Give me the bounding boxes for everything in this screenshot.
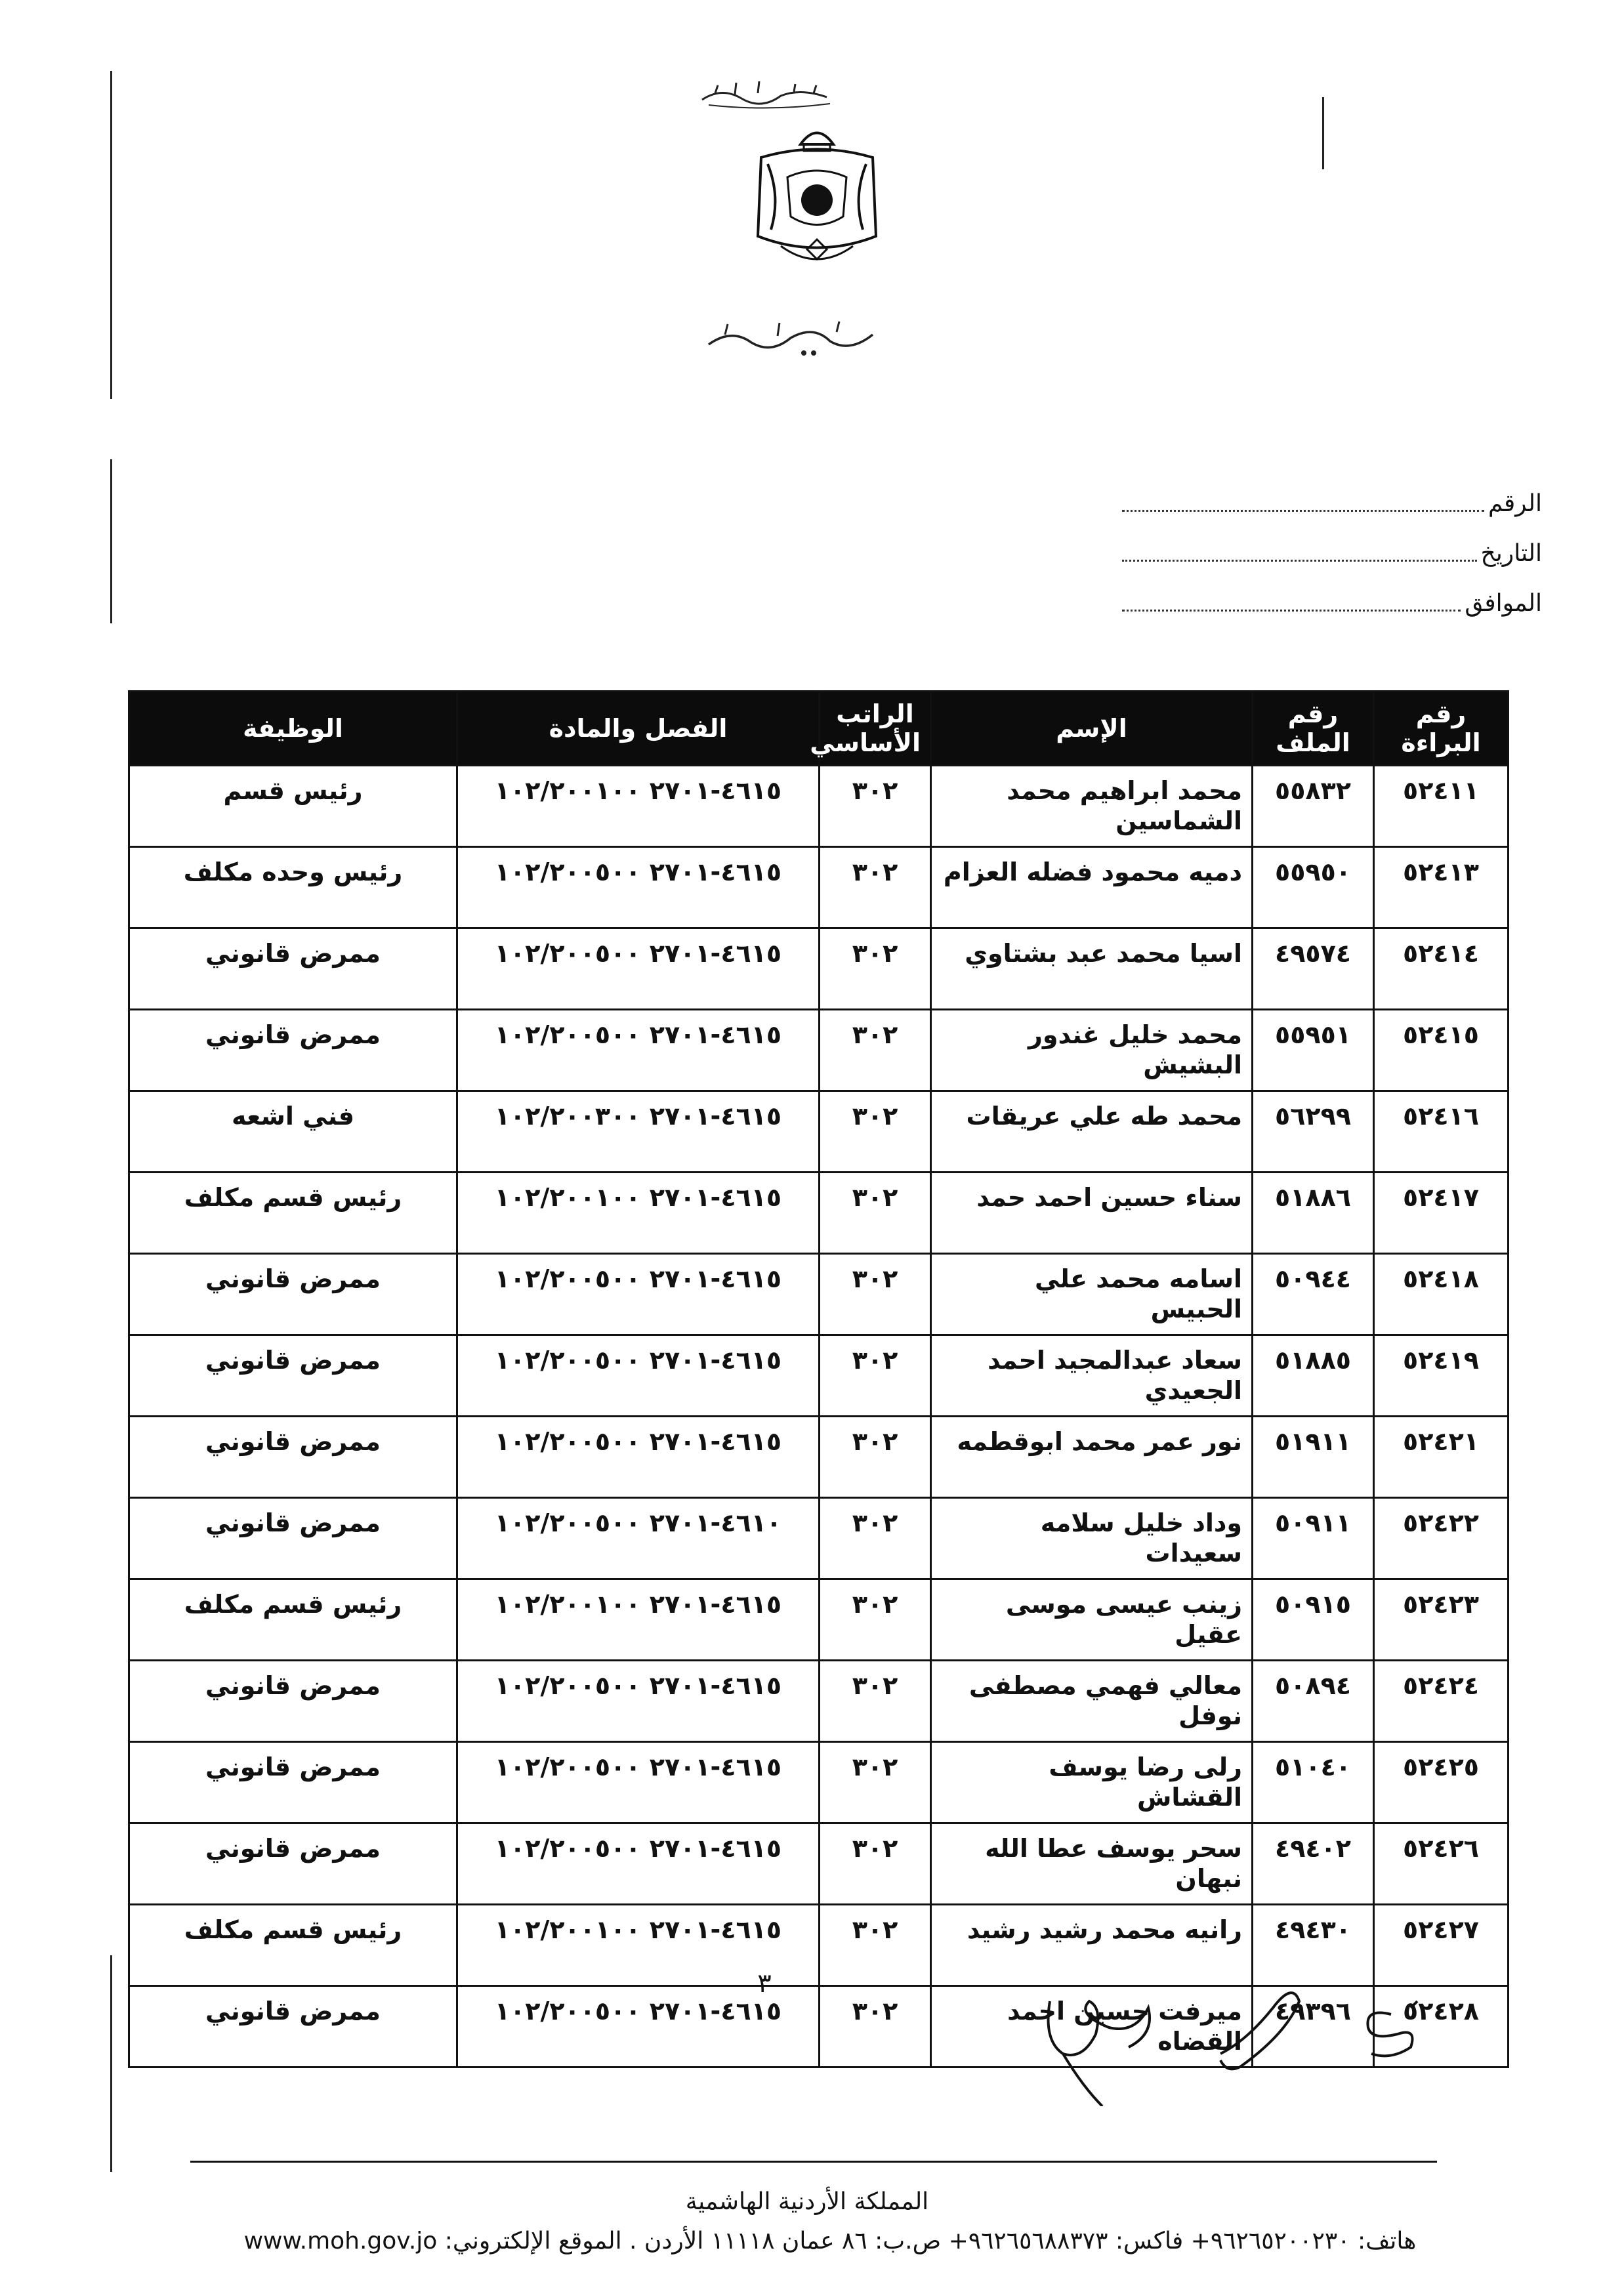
job-title-cell: ممرض قانوني (129, 1254, 457, 1335)
scan-edge-mark (1322, 97, 1324, 169)
name-cell: معالي فهمي مصطفى نوفل (931, 1661, 1253, 1742)
serial-number-cell: ٥٢٤٢٥ (1374, 1742, 1509, 1823)
chapter-article-cell: ٤٦١٥-٢٧٠١ ١٠٢/٢٠٠٥٠٠ (457, 1986, 820, 2068)
job-title-cell: ممرض قانوني (129, 1417, 457, 1498)
chapter-article-cell: ٤٦١٥-٢٧٠١ ١٠٢/٢٠٠٥٠٠ (457, 1335, 820, 1417)
file-number-cell: ٥١٨٨٦ (1253, 1173, 1374, 1254)
scan-edge-mark (110, 1955, 112, 2172)
name-cell: سعاد عبدالمجيد احمد الجعيدي (931, 1335, 1253, 1417)
file-number-cell: ٥٥٩٥٠ (1253, 847, 1374, 928)
scan-edge-mark (110, 459, 112, 623)
table-row (129, 928, 1509, 1010)
footer-country: المملكة الأردنية الهاشمية (685, 2188, 929, 2215)
scan-edge-mark (110, 71, 112, 399)
serial-number-cell: ٥٢٤٢٦ (1374, 1823, 1509, 1905)
name-cell: محمد خليل غندور البشيش (931, 1010, 1253, 1091)
header-name: الإسم (931, 692, 1253, 766)
header-salary: الراتب الأساسي (820, 692, 931, 766)
file-number-cell: ٤٩٥٧٤ (1253, 928, 1374, 1010)
chapter-article-cell: ٤٦١٥-٢٧٠١ ١٠٢/٢٠٠٥٠٠ (457, 1254, 820, 1335)
basic-salary-cell: ٣٠٢ (820, 1173, 931, 1254)
file-number-cell: ٥٥٨٣٢ (1253, 766, 1374, 847)
serial-number-cell: ٥٢٤٢١ (1374, 1417, 1509, 1498)
file-number-cell: ٥٠٨٩٤ (1253, 1661, 1374, 1742)
job-title-cell: فني اشعه (129, 1091, 457, 1173)
job-title-cell: ممرض قانوني (129, 1498, 457, 1579)
table-row (129, 766, 1509, 847)
job-title-cell: ممرض قانوني (129, 928, 457, 1010)
chapter-article-cell: ٤٦١٥-٢٧٠١ ١٠٢/٢٠٠١٠٠ (457, 766, 820, 847)
file-number-cell: ٤٩٤٣٠ (1253, 1905, 1374, 1986)
basic-salary-cell: ٣٠٢ (820, 1742, 931, 1823)
handwritten-signatures (1024, 1962, 1470, 2106)
name-cell: وداد خليل سلامه سعيدات (931, 1498, 1253, 1579)
job-title-cell: رئيس قسم مكلف (129, 1173, 457, 1254)
table-row (129, 1498, 1509, 1579)
job-title-cell: رئيس قسم مكلف (129, 1905, 457, 1986)
footer-contact: هاتف: ٩٦٢٦٥٢٠٠٢٣٠+ فاكس: ٩٦٢٦٥٦٨٨٣٧٣+ ص.ب: ٨٦ عمان ١١١١٨ الأردن . الموقع الإلكتروني: www.moh.gov.jo (243, 2228, 1417, 2255)
corresponding-date-blank (1122, 595, 1461, 612)
file-number-cell: ٥١٩١١ (1253, 1417, 1374, 1498)
date-row (1122, 517, 1542, 567)
basic-salary-cell: ٣٠٢ (820, 1417, 931, 1498)
table-row (129, 1091, 1509, 1173)
job-title-cell: ممرض قانوني (129, 1823, 457, 1905)
table-row (129, 1254, 1509, 1335)
file-number-cell: ٥٠٩٤٤ (1253, 1254, 1374, 1335)
header-job: الوظيفة (129, 692, 457, 766)
serial-number-cell: ٥٢٤١٧ (1374, 1173, 1509, 1254)
basic-salary-cell: ٣٠٢ (820, 1986, 931, 2068)
name-cell: اسامه محمد علي الحبيس (931, 1254, 1253, 1335)
basic-salary-cell: ٣٠٢ (820, 1335, 931, 1417)
job-title-cell: رئيس قسم مكلف (129, 1579, 457, 1661)
serial-number-cell: ٥٢٤١١ (1374, 766, 1509, 847)
table-body (129, 766, 1509, 2068)
basic-salary-cell: ٣٠٢ (820, 928, 931, 1010)
name-cell: نور عمر محمد ابوقطمه (931, 1417, 1253, 1498)
chapter-article-cell: ٤٦١٥-٢٧٠١ ١٠٢/٢٠٠١٠٠ (457, 1173, 820, 1254)
chapter-article-cell: ٤٦١٥-٢٧٠١ ١٠٢/٢٠٠١٠٠ (457, 1579, 820, 1661)
chapter-article-cell: ٤٦١٥-٢٧٠١ ١٠٢/٢٠٠٣٠٠ (457, 1091, 820, 1173)
job-title-cell: ممرض قانوني (129, 1742, 457, 1823)
name-cell: محمد ابراهيم محمد الشماسين (931, 766, 1253, 847)
table-row (129, 1010, 1509, 1091)
table-row (129, 1417, 1509, 1498)
chapter-article-cell: ٤٦١٠-٢٧٠١ ١٠٢/٢٠٠٥٠٠ (457, 1498, 820, 1579)
header-serial: رقم البراءة (1374, 692, 1509, 766)
table-row (129, 1742, 1509, 1823)
table-row (129, 1579, 1509, 1661)
corresponding-date-row (1122, 567, 1542, 617)
basic-salary-cell: ٣٠٢ (820, 847, 931, 928)
reference-number-label: الرقم (1488, 490, 1542, 517)
chapter-article-cell: ٤٦١٥-٢٧٠١ ١٠٢/٢٠٠٥٠٠ (457, 1742, 820, 1823)
basic-salary-cell: ٣٠٢ (820, 1661, 931, 1742)
serial-number-cell: ٥٢٤١٣ (1374, 847, 1509, 928)
name-cell: ميرفت حسين احمد القضاه (931, 1986, 1253, 2068)
name-cell: محمد طه علي عريقات (931, 1091, 1253, 1173)
date-blank (1122, 545, 1477, 562)
file-number-cell: ٥٥٩٥١ (1253, 1010, 1374, 1091)
header-chapter: الفصل والمادة (457, 692, 820, 766)
header-file: رقم الملف (1253, 692, 1374, 766)
name-cell: اسيا محمد عبد بشتاوي (931, 928, 1253, 1010)
basic-salary-cell: ٣٠٢ (820, 1905, 931, 1986)
file-number-cell: ٤٩٤٠٢ (1253, 1823, 1374, 1905)
basic-salary-cell: ٣٠٢ (820, 1498, 931, 1579)
serial-number-cell: ٥٢٤٢٧ (1374, 1905, 1509, 1986)
file-number-cell: ٥١٠٤٠ (1253, 1742, 1374, 1823)
name-cell: زينب عيسى موسى عقيل (931, 1579, 1253, 1661)
corresponding-date-label: الموافق (1465, 590, 1542, 617)
chapter-article-cell: ٤٦١٥-٢٧٠١ ١٠٢/٢٠٠١٠٠ (457, 1905, 820, 1986)
serial-number-cell: ٥٢٤٢٣ (1374, 1579, 1509, 1661)
chapter-article-cell: ٤٦١٥-٢٧٠١ ١٠٢/٢٠٠٥٠٠ (457, 1010, 820, 1091)
date-label: التاريخ (1480, 540, 1542, 567)
table-row (129, 1335, 1509, 1417)
job-title-cell: ممرض قانوني (129, 1986, 457, 2068)
basic-salary-cell: ٣٠٢ (820, 1010, 931, 1091)
reference-number-blank (1122, 495, 1484, 512)
basmala-calligraphy (696, 73, 840, 113)
serial-number-cell: ٥٢٤٢٢ (1374, 1498, 1509, 1579)
serial-number-cell: ٥٢٤١٤ (1374, 928, 1509, 1010)
job-title-cell: ممرض قانوني (129, 1661, 457, 1742)
ministry-calligraphy (699, 315, 883, 361)
job-title-cell: رئيس وحده مكلف (129, 847, 457, 928)
basic-salary-cell: ٣٠٢ (820, 1579, 931, 1661)
employee-table (128, 690, 1509, 2068)
chapter-article-cell: ٤٦١٥-٢٧٠١ ١٠٢/٢٠٠٥٠٠ (457, 1823, 820, 1905)
file-number-cell: ٥٠٩١٥ (1253, 1579, 1374, 1661)
jordan-coat-of-arms (741, 118, 892, 282)
file-number-cell: ٥١٨٨٥ (1253, 1335, 1374, 1417)
table-header-row (129, 692, 1509, 766)
name-cell: دميه محمود فضله العزام (931, 847, 1253, 928)
reference-fields (1122, 467, 1542, 617)
name-cell: رانيه محمد رشيد رشيد (931, 1905, 1253, 1986)
chapter-article-cell: ٤٦١٥-٢٧٠١ ١٠٢/٢٠٠٥٠٠ (457, 1417, 820, 1498)
name-cell: رلى رضا يوسف القشاش (931, 1742, 1253, 1823)
file-number-cell: ٥٦٢٩٩ (1253, 1091, 1374, 1173)
serial-number-cell: ٥٢٤٢٨ (1374, 1986, 1509, 2068)
job-title-cell: ممرض قانوني (129, 1335, 457, 1417)
serial-number-cell: ٥٢٤١٨ (1374, 1254, 1509, 1335)
serial-number-cell: ٥٢٤١٥ (1374, 1010, 1509, 1091)
serial-number-cell: ٥٢٤١٦ (1374, 1091, 1509, 1173)
basic-salary-cell: ٣٠٢ (820, 1091, 931, 1173)
job-title-cell: ممرض قانوني (129, 1010, 457, 1091)
table-row (129, 847, 1509, 928)
basic-salary-cell: ٣٠٢ (820, 1823, 931, 1905)
footer-divider (190, 2161, 1437, 2163)
serial-number-cell: ٥٢٤١٩ (1374, 1335, 1509, 1417)
basic-salary-cell: ٣٠٢ (820, 766, 931, 847)
job-title-cell: رئيس قسم (129, 766, 457, 847)
file-number-cell: ٥٠٩١١ (1253, 1498, 1374, 1579)
basic-salary-cell: ٣٠٢ (820, 1254, 931, 1335)
table-row (129, 1173, 1509, 1254)
chapter-article-cell: ٤٦١٥-٢٧٠١ ١٠٢/٢٠٠٥٠٠ (457, 847, 820, 928)
serial-number-cell: ٥٢٤٢٤ (1374, 1661, 1509, 1742)
name-cell: سناء حسين احمد حمد (931, 1173, 1253, 1254)
page-number: ٣ (757, 1968, 772, 1999)
file-number-cell: ٤٩٣٩٦ (1253, 1986, 1374, 2068)
table-row (129, 1823, 1509, 1905)
reference-number-row (1122, 467, 1542, 517)
table-row (129, 1661, 1509, 1742)
name-cell: سحر يوسف عطا الله نبهان (931, 1823, 1253, 1905)
chapter-article-cell: ٤٦١٥-٢٧٠١ ١٠٢/٢٠٠٥٠٠ (457, 1661, 820, 1742)
chapter-article-cell: ٤٦١٥-٢٧٠١ ١٠٢/٢٠٠٥٠٠ (457, 928, 820, 1010)
